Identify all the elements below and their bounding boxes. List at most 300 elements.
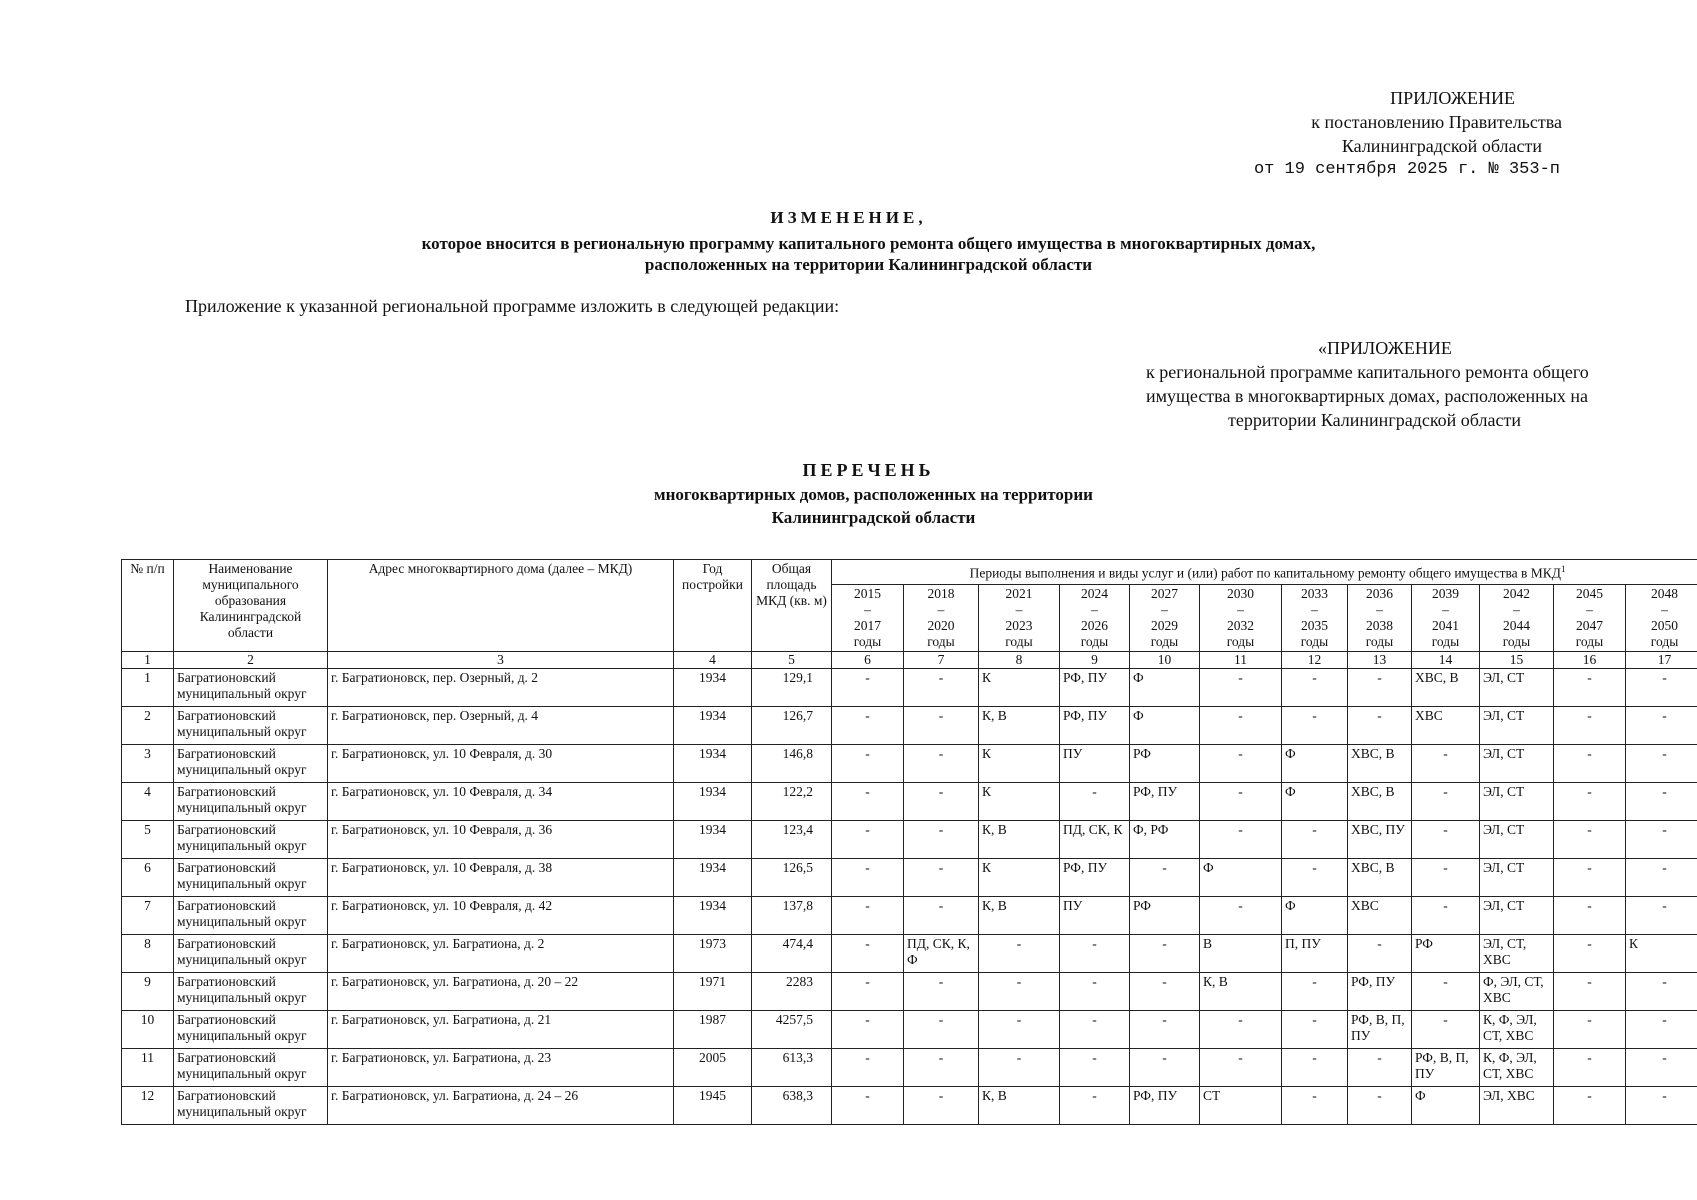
cell-period-works: К, В bbox=[979, 821, 1060, 859]
cell-period-works: - bbox=[1060, 1049, 1130, 1087]
cell-period-works: - bbox=[1200, 783, 1282, 821]
period-end: 2050 bbox=[1651, 618, 1679, 633]
cell-period-works: - bbox=[1412, 745, 1480, 783]
header-num: № п/п bbox=[122, 560, 174, 652]
cell-period-works: ЭЛ, СТ bbox=[1480, 821, 1554, 859]
cell-num: 3 bbox=[122, 745, 174, 783]
cell-period-works: - bbox=[832, 973, 904, 1011]
cell-area: 2283 bbox=[752, 973, 832, 1011]
cell-period-works: - bbox=[1348, 669, 1412, 707]
period-start: 2015 bbox=[854, 586, 881, 601]
cell-address: г. Багратионовск, ул. Багратиона, д. 2 bbox=[328, 935, 674, 973]
header-period bbox=[1200, 585, 1282, 652]
list-title: ПЕРЕЧЕНЬ bbox=[802, 460, 935, 480]
cell-period-works: - bbox=[832, 1011, 904, 1049]
cell-period-works: - bbox=[1554, 783, 1626, 821]
period-end: 2041 bbox=[1432, 618, 1459, 633]
column-number: 14 bbox=[1412, 652, 1480, 669]
cell-period-works: - bbox=[1554, 745, 1626, 783]
cell-period-works: - bbox=[1282, 669, 1348, 707]
period-unit: годы bbox=[1650, 634, 1679, 649]
cell-period-works: - bbox=[1412, 973, 1480, 1011]
cell-period-works: К, В bbox=[979, 897, 1060, 935]
cell-period-works: РФ bbox=[1130, 745, 1200, 783]
period-start: 2024 bbox=[1081, 586, 1108, 601]
cell-period-works: - bbox=[1060, 973, 1130, 1011]
cell-address: г. Багратионовск, ул. 10 Февраля, д. 42 bbox=[328, 897, 674, 935]
cell-period-works: - bbox=[1554, 1087, 1626, 1125]
cell-period-works: К bbox=[979, 745, 1060, 783]
cell-address: г. Багратионовск, пер. Озерный, д. 4 bbox=[328, 707, 674, 745]
cell-area: 474,4 bbox=[752, 935, 832, 973]
cell-year: 1934 bbox=[674, 745, 752, 783]
cell-period-works: - bbox=[1554, 1049, 1626, 1087]
cell-area: 129,1 bbox=[752, 669, 832, 707]
period-dash: – bbox=[1015, 602, 1023, 617]
cell-period-works: К, Ф, ЭЛ, СТ, ХВС bbox=[1480, 1049, 1554, 1087]
cell-address: г. Багратионовск, ул. Багратиона, д. 23 bbox=[328, 1049, 674, 1087]
cell-period-works: - bbox=[1554, 669, 1626, 707]
cell-period-works: - bbox=[1626, 897, 1697, 935]
header-period bbox=[1060, 585, 1130, 652]
cell-address: г. Багратионовск, ул. Багратиона, д. 21 bbox=[328, 1011, 674, 1049]
period-dash: – bbox=[1161, 602, 1168, 617]
cell-period-works: - bbox=[979, 935, 1060, 973]
cell-municipality: Багратионовский муниципальный округ bbox=[174, 935, 328, 973]
period-dash: – bbox=[1237, 602, 1244, 617]
period-start: 2033 bbox=[1301, 586, 1328, 601]
cell-period-works: РФ, В, П, ПУ bbox=[1348, 1011, 1412, 1049]
table-row bbox=[122, 859, 1697, 897]
table-row bbox=[122, 669, 1697, 707]
cell-municipality: Багратионовский муниципальный округ bbox=[174, 707, 328, 745]
table-row bbox=[122, 973, 1697, 1011]
cell-period-works: - bbox=[832, 935, 904, 973]
column-number: 13 bbox=[1348, 652, 1412, 669]
cell-year: 1934 bbox=[674, 783, 752, 821]
cell-period-works: - bbox=[1412, 859, 1480, 897]
cell-period-works: - bbox=[832, 1049, 904, 1087]
cell-period-works: - bbox=[1554, 1011, 1626, 1049]
cell-period-works: ПД, СК, К, Ф bbox=[904, 935, 979, 973]
header-periods-text: Периоды выполнения и виды услуг и (или) работ по капитальному ремонту общего имущества в МКД bbox=[969, 565, 1561, 581]
cell-period-works: РФ bbox=[1412, 935, 1480, 973]
cell-municipality: Багратионовский муниципальный округ bbox=[174, 973, 328, 1011]
cell-period-works: ЭЛ, СТ bbox=[1480, 783, 1554, 821]
cell-period-works: К bbox=[979, 669, 1060, 707]
table-row bbox=[122, 783, 1697, 821]
cell-municipality: Багратионовский муниципальный округ bbox=[174, 1011, 328, 1049]
period-dash: – bbox=[1091, 602, 1098, 617]
cell-period-works: РФ, ПУ bbox=[1060, 707, 1130, 745]
header-period bbox=[904, 585, 979, 652]
period-start: 2021 bbox=[1005, 586, 1033, 601]
cell-period-works: - bbox=[1060, 935, 1130, 973]
list-subtitle-line: Калининградской области bbox=[771, 508, 976, 527]
period-dash: – bbox=[1376, 602, 1383, 617]
period-dash: – bbox=[864, 602, 871, 617]
cell-period-works: - bbox=[1626, 783, 1697, 821]
cell-period-works: - bbox=[1348, 707, 1412, 745]
cell-period-works: - bbox=[904, 783, 979, 821]
cell-municipality: Багратионовский муниципальный округ bbox=[174, 669, 328, 707]
cell-period-works: ЭЛ, СТ bbox=[1480, 859, 1554, 897]
header-period bbox=[1348, 585, 1412, 652]
cell-period-works: - bbox=[1626, 973, 1697, 1011]
table-row bbox=[122, 821, 1697, 859]
header-period bbox=[1130, 585, 1200, 652]
period-dash: – bbox=[1311, 602, 1318, 617]
cell-area: 146,8 bbox=[752, 745, 832, 783]
table-row bbox=[122, 1049, 1697, 1087]
cell-period-works: - bbox=[979, 973, 1060, 1011]
period-start: 2030 bbox=[1227, 586, 1254, 601]
list-subtitle-line: многоквартирных домов, расположенных на территории bbox=[654, 485, 1093, 504]
decree-appendix-block bbox=[1150, 86, 1630, 182]
table-row bbox=[122, 1011, 1697, 1049]
cell-period-works: - bbox=[904, 859, 979, 897]
program-appendix-title: «ПРИЛОЖЕНИЕ bbox=[1318, 338, 1452, 358]
cell-period-works: - bbox=[1200, 1011, 1282, 1049]
cell-period-works: - bbox=[1200, 669, 1282, 707]
cell-num: 7 bbox=[122, 897, 174, 935]
cell-period-works: - bbox=[904, 821, 979, 859]
cell-area: 126,5 bbox=[752, 859, 832, 897]
cell-municipality: Багратионовский муниципальный округ bbox=[174, 821, 328, 859]
period-dash: – bbox=[1513, 602, 1520, 617]
cell-period-works: - bbox=[1348, 1049, 1412, 1087]
period-unit: годы bbox=[1431, 634, 1460, 649]
cell-period-works: ХВС, В bbox=[1348, 859, 1412, 897]
cell-num: 9 bbox=[122, 973, 174, 1011]
cell-period-works: - bbox=[1282, 1049, 1348, 1087]
footnote-mark: 1 bbox=[1561, 564, 1566, 574]
cell-period-works: СТ bbox=[1200, 1087, 1282, 1125]
cell-area: 613,3 bbox=[752, 1049, 832, 1087]
cell-address: г. Багратионовск, ул. Багратиона, д. 20 – 22 bbox=[328, 973, 674, 1011]
cell-period-works: К, В bbox=[1200, 973, 1282, 1011]
cell-area: 4257,5 bbox=[752, 1011, 832, 1049]
cell-municipality: Багратионовский муниципальный округ bbox=[174, 897, 328, 935]
cell-period-works: РФ, ПУ bbox=[1130, 783, 1200, 821]
cell-num: 5 bbox=[122, 821, 174, 859]
cell-area: 122,2 bbox=[752, 783, 832, 821]
cell-address: г. Багратионовск, ул. 10 Февраля, д. 36 bbox=[328, 821, 674, 859]
cell-area: 137,8 bbox=[752, 897, 832, 935]
period-start: 2045 bbox=[1576, 586, 1603, 601]
period-end: 2029 bbox=[1151, 618, 1178, 633]
column-number: 2 bbox=[174, 652, 328, 669]
cell-num: 8 bbox=[122, 935, 174, 973]
cell-period-works: - bbox=[1282, 973, 1348, 1011]
period-end: 2035 bbox=[1301, 618, 1328, 633]
cell-period-works: - bbox=[1626, 1049, 1697, 1087]
cell-address: г. Багратионовск, ул. Багратиона, д. 24 – 26 bbox=[328, 1087, 674, 1125]
program-appendix-line: к региональной программе капитального ремонта общего bbox=[1146, 362, 1589, 382]
cell-year: 1934 bbox=[674, 897, 752, 935]
period-end: 2047 bbox=[1576, 618, 1603, 633]
header-address: Адрес многоквартирного дома (далее – МКД) bbox=[328, 560, 674, 652]
period-unit: годы bbox=[853, 634, 882, 649]
cell-year: 1971 bbox=[674, 973, 752, 1011]
cell-period-works: - bbox=[832, 859, 904, 897]
cell-period-works: ПУ bbox=[1060, 745, 1130, 783]
cell-period-works: П, ПУ bbox=[1282, 935, 1348, 973]
houses-register-table bbox=[121, 559, 1697, 1125]
cell-period-works: Ф, РФ bbox=[1130, 821, 1200, 859]
column-number: 5 bbox=[752, 652, 832, 669]
period-unit: годы bbox=[1300, 634, 1329, 649]
cell-period-works: - bbox=[904, 1011, 979, 1049]
cell-period-works: - bbox=[832, 821, 904, 859]
cell-period-works: ЭЛ, СТ bbox=[1480, 745, 1554, 783]
cell-address: г. Багратионовск, ул. 10 Февраля, д. 30 bbox=[328, 745, 674, 783]
column-number: 6 bbox=[832, 652, 904, 669]
cell-period-works: ЭЛ, СТ bbox=[1480, 669, 1554, 707]
cell-period-works: К, В bbox=[979, 1087, 1060, 1125]
period-start: 2027 bbox=[1151, 586, 1178, 601]
period-dash: – bbox=[1586, 602, 1593, 617]
period-start: 2048 bbox=[1651, 586, 1679, 601]
program-appendix-line: территории Калининградской области bbox=[1228, 410, 1521, 430]
cell-period-works: - bbox=[1554, 707, 1626, 745]
period-dash: – bbox=[1661, 602, 1668, 617]
column-number: 9 bbox=[1060, 652, 1130, 669]
cell-period-works: ЭЛ, СТ bbox=[1480, 707, 1554, 745]
cell-period-works: Ф bbox=[1130, 707, 1200, 745]
cell-period-works: ПУ bbox=[1060, 897, 1130, 935]
appendix-decree-date: от 19 сентября 2025 г. № 353-п bbox=[1253, 160, 1560, 179]
column-number: 11 bbox=[1200, 652, 1282, 669]
cell-period-works: - bbox=[1130, 1011, 1200, 1049]
cell-period-works: РФ, В, П, ПУ bbox=[1412, 1049, 1480, 1087]
period-unit: годы bbox=[1226, 634, 1255, 649]
cell-num: 6 bbox=[122, 859, 174, 897]
header-period bbox=[1412, 585, 1480, 652]
period-dash: – bbox=[937, 602, 945, 617]
column-number: 3 bbox=[328, 652, 674, 669]
column-number: 15 bbox=[1480, 652, 1554, 669]
program-appendix-block bbox=[1100, 336, 1630, 432]
column-number: 12 bbox=[1282, 652, 1348, 669]
cell-period-works: ХВС, ПУ bbox=[1348, 821, 1412, 859]
cell-period-works: - bbox=[1554, 859, 1626, 897]
period-end: 2038 bbox=[1366, 618, 1393, 633]
cell-period-works: - bbox=[1626, 821, 1697, 859]
cell-period-works: - bbox=[1282, 1087, 1348, 1125]
cell-period-works: - bbox=[1348, 935, 1412, 973]
period-start: 2036 bbox=[1366, 586, 1393, 601]
cell-period-works: Ф bbox=[1282, 897, 1348, 935]
period-unit: годы bbox=[1005, 634, 1033, 649]
cell-period-works: - bbox=[832, 669, 904, 707]
cell-area: 126,7 bbox=[752, 707, 832, 745]
period-unit: годы bbox=[1080, 634, 1109, 649]
cell-period-works: - bbox=[832, 783, 904, 821]
header-municipality: Наименование муниципального образования Калининградской области bbox=[174, 560, 328, 652]
cell-period-works: - bbox=[1412, 897, 1480, 935]
cell-period-works: - bbox=[832, 1087, 904, 1125]
column-number: 16 bbox=[1554, 652, 1626, 669]
cell-period-works: - bbox=[1200, 707, 1282, 745]
cell-period-works: - bbox=[1412, 783, 1480, 821]
period-end: 2017 bbox=[854, 618, 881, 633]
column-number: 17 bbox=[1626, 652, 1697, 669]
cell-period-works: - bbox=[1554, 973, 1626, 1011]
cell-period-works: Ф bbox=[1282, 783, 1348, 821]
period-unit: годы bbox=[1365, 634, 1394, 649]
cell-address: г. Багратионовск, ул. 10 Февраля, д. 38 bbox=[328, 859, 674, 897]
cell-period-works: Ф bbox=[1130, 669, 1200, 707]
cell-address: г. Багратионовск, пер. Озерный, д. 2 bbox=[328, 669, 674, 707]
cell-period-works: ХВС bbox=[1348, 897, 1412, 935]
cell-period-works: К bbox=[1626, 935, 1697, 973]
cell-period-works: - bbox=[1130, 973, 1200, 1011]
cell-period-works: - bbox=[1348, 1087, 1412, 1125]
column-number: 7 bbox=[904, 652, 979, 669]
cell-period-works: - bbox=[1282, 1011, 1348, 1049]
cell-num: 1 bbox=[122, 669, 174, 707]
period-end: 2044 bbox=[1503, 618, 1530, 633]
cell-year: 1973 bbox=[674, 935, 752, 973]
table-row bbox=[122, 935, 1697, 973]
cell-num: 4 bbox=[122, 783, 174, 821]
cell-period-works: - bbox=[1554, 935, 1626, 973]
cell-period-works: - bbox=[904, 669, 979, 707]
cell-period-works: - bbox=[979, 1011, 1060, 1049]
cell-year: 1934 bbox=[674, 859, 752, 897]
period-start: 2042 bbox=[1503, 586, 1530, 601]
change-subtitle-line: которое вносится в региональную программу капитального ремонта общего имущества в многоквартирных домах, bbox=[421, 234, 1316, 253]
cell-period-works: - bbox=[1060, 1087, 1130, 1125]
period-start: 2018 bbox=[927, 586, 955, 601]
period-end: 2023 bbox=[1005, 618, 1033, 633]
cell-period-works: - bbox=[1282, 859, 1348, 897]
header-period bbox=[1480, 585, 1554, 652]
cell-period-works: РФ bbox=[1130, 897, 1200, 935]
cell-year: 2005 bbox=[674, 1049, 752, 1087]
cell-period-works: ХВС, В bbox=[1348, 783, 1412, 821]
appendix-line: к постановлению Правительства bbox=[1311, 112, 1562, 132]
cell-period-works: - bbox=[1200, 745, 1282, 783]
period-dash: – bbox=[1442, 602, 1449, 617]
cell-period-works: - bbox=[1626, 669, 1697, 707]
cell-period-works: - bbox=[1130, 859, 1200, 897]
cell-period-works: РФ, ПУ bbox=[1130, 1087, 1200, 1125]
table-row bbox=[122, 1087, 1697, 1125]
cell-address: г. Багратионовск, ул. 10 Февраля, д. 34 bbox=[328, 783, 674, 821]
period-unit: годы bbox=[1150, 634, 1179, 649]
cell-period-works: - bbox=[904, 897, 979, 935]
cell-period-works: - bbox=[1554, 897, 1626, 935]
cell-period-works: - bbox=[832, 745, 904, 783]
cell-period-works: ПД, СК, К bbox=[1060, 821, 1130, 859]
cell-period-works: В bbox=[1200, 935, 1282, 973]
cell-period-works: - bbox=[1060, 783, 1130, 821]
header-period bbox=[1282, 585, 1348, 652]
cell-period-works: - bbox=[1282, 821, 1348, 859]
cell-year: 1934 bbox=[674, 821, 752, 859]
cell-period-works: - bbox=[979, 1049, 1060, 1087]
cell-period-works: Ф bbox=[1282, 745, 1348, 783]
cell-period-works: - bbox=[1282, 707, 1348, 745]
cell-period-works: - bbox=[1626, 859, 1697, 897]
cell-period-works: ЭЛ, СТ bbox=[1480, 897, 1554, 935]
cell-period-works: ХВС bbox=[1412, 707, 1480, 745]
cell-period-works: - bbox=[1412, 1011, 1480, 1049]
cell-period-works: Ф, ЭЛ, СТ, ХВС bbox=[1480, 973, 1554, 1011]
period-end: 2026 bbox=[1081, 618, 1108, 633]
cell-period-works: - bbox=[904, 745, 979, 783]
period-end: 2020 bbox=[927, 618, 955, 633]
cell-municipality: Багратионовский муниципальный округ bbox=[174, 1049, 328, 1087]
header-period bbox=[832, 585, 904, 652]
cell-period-works: - bbox=[1200, 897, 1282, 935]
change-subtitle bbox=[0, 233, 1697, 275]
period-start: 2039 bbox=[1432, 586, 1459, 601]
period-unit: годы bbox=[927, 634, 955, 649]
cell-period-works: - bbox=[1626, 1087, 1697, 1125]
column-number: 10 bbox=[1130, 652, 1200, 669]
header-area: Общая площадь МКД (кв. м) bbox=[752, 560, 832, 652]
change-title: ИЗМЕНЕНИЕ, bbox=[770, 208, 927, 227]
table-row bbox=[122, 745, 1697, 783]
cell-municipality: Багратионовский муниципальный округ bbox=[174, 745, 328, 783]
list-subtitle bbox=[0, 483, 1697, 529]
cell-period-works: - bbox=[1412, 821, 1480, 859]
cell-period-works: К bbox=[979, 783, 1060, 821]
cell-period-works: - bbox=[904, 1087, 979, 1125]
cell-year: 1945 bbox=[674, 1087, 752, 1125]
cell-num: 11 bbox=[122, 1049, 174, 1087]
header-year: Год постройки bbox=[674, 560, 752, 652]
header-periods-group bbox=[832, 560, 1697, 585]
cell-area: 123,4 bbox=[752, 821, 832, 859]
cell-year: 1987 bbox=[674, 1011, 752, 1049]
cell-municipality: Багратионовский муниципальный округ bbox=[174, 783, 328, 821]
cell-period-works: К, Ф, ЭЛ, СТ, ХВС bbox=[1480, 1011, 1554, 1049]
cell-num: 2 bbox=[122, 707, 174, 745]
column-number: 8 bbox=[979, 652, 1060, 669]
cell-period-works: Ф bbox=[1412, 1087, 1480, 1125]
cell-year: 1934 bbox=[674, 669, 752, 707]
cell-period-works: - bbox=[1130, 935, 1200, 973]
period-end: 2032 bbox=[1227, 618, 1254, 633]
cell-period-works: - bbox=[1554, 821, 1626, 859]
cell-municipality: Багратионовский муниципальный округ bbox=[174, 1087, 328, 1125]
cell-period-works: - bbox=[1626, 745, 1697, 783]
cell-period-works: ХВС, В bbox=[1412, 669, 1480, 707]
table-row bbox=[122, 897, 1697, 935]
cell-period-works: - bbox=[904, 707, 979, 745]
cell-period-works: - bbox=[1626, 707, 1697, 745]
cell-period-works: РФ, ПУ bbox=[1060, 669, 1130, 707]
cell-period-works: - bbox=[832, 707, 904, 745]
cell-period-works: РФ, ПУ bbox=[1060, 859, 1130, 897]
column-number: 4 bbox=[674, 652, 752, 669]
period-unit: годы bbox=[1575, 634, 1604, 649]
cell-num: 12 bbox=[122, 1087, 174, 1125]
intro-paragraph: Приложение к указанной региональной программе изложить в следующей редакции: bbox=[185, 296, 840, 316]
appendix-title: ПРИЛОЖЕНИЕ bbox=[1390, 88, 1515, 108]
cell-num: 10 bbox=[122, 1011, 174, 1049]
period-unit: годы bbox=[1502, 634, 1531, 649]
appendix-line: Калининградской области bbox=[1341, 136, 1542, 156]
header-period bbox=[1554, 585, 1626, 652]
cell-period-works: ЭЛ, ХВС bbox=[1480, 1087, 1554, 1125]
cell-period-works: - bbox=[1200, 1049, 1282, 1087]
cell-period-works: - bbox=[904, 1049, 979, 1087]
